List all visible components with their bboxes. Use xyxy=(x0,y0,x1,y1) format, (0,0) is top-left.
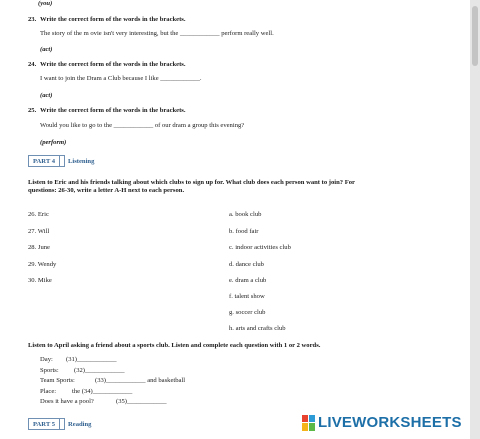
part-4-header xyxy=(28,155,65,167)
question-25-sentence: Would you like to go to the ____________ of our dram a group this evening? xyxy=(40,122,245,129)
part-5-title: Reading xyxy=(68,421,92,428)
club-option-a: a. book club xyxy=(229,211,262,218)
scrollbar-thumb[interactable] xyxy=(472,6,478,66)
question-24-sentence: I want to join the Dram a Club because I like ____________. xyxy=(40,75,202,82)
form-label-sports: Sports: xyxy=(40,367,59,374)
answer-32[interactable]: (32)____________ xyxy=(74,367,125,374)
answer-31[interactable]: (31)____________ xyxy=(66,356,117,363)
part-4-divider xyxy=(59,156,60,166)
club-option-f: f. talent show xyxy=(229,293,265,300)
club-option-d: d. dance club xyxy=(229,261,264,268)
question-24-hint: (act) xyxy=(40,92,53,99)
club-option-b: b. food fair xyxy=(229,228,259,235)
part-5-header xyxy=(28,418,65,430)
question-23-instruction: Write the correct form of the words in the brackets. xyxy=(40,16,186,23)
liveworksheets-watermark xyxy=(302,414,462,431)
question-23-sentence: The story of the m ovie isn't very interesting, but the ____________ perform really well. xyxy=(40,30,274,37)
form-label-pool: Does it have a pool? xyxy=(40,398,94,405)
form-label-team-sports: Team Sports: xyxy=(40,377,75,384)
watermark-text: LIVEWORKSHEETS xyxy=(318,414,462,431)
top-hint: (you) xyxy=(38,0,53,7)
question-25-hint: (perform) xyxy=(40,139,67,146)
listening-instruction-line-1: Listen to Eric and his friends talking about which clubs to sign up for. What club does each person want to join? For xyxy=(28,179,355,186)
club-option-h: h. arts and crafts club xyxy=(229,325,286,332)
question-25-number: 25. xyxy=(28,107,37,114)
answer-34[interactable]: the (34)____________ xyxy=(72,388,133,395)
form-label-place: Place: xyxy=(40,388,57,395)
person-28: 28. June xyxy=(28,244,50,251)
club-option-c: c. indoor activities club xyxy=(229,244,291,251)
person-30: 30. Mike xyxy=(28,277,52,284)
question-25-instruction: Write the correct form of the words in the brackets. xyxy=(40,107,186,114)
answer-35[interactable]: (35)____________ xyxy=(116,398,167,405)
part-4-title: Listening xyxy=(68,158,95,165)
vertical-scrollbar[interactable] xyxy=(470,0,480,439)
question-24-instruction: Write the correct form of the words in the brackets. xyxy=(40,61,186,68)
answer-33[interactable]: (33)____________ and basketball xyxy=(95,377,186,384)
club-option-g: g. soccer club xyxy=(229,309,266,316)
part-5-label: PART 5 xyxy=(33,420,56,428)
person-29: 29. Wendy xyxy=(28,261,57,268)
liveworksheets-logo-icon xyxy=(302,415,315,431)
part-4-label: PART 4 xyxy=(33,157,56,165)
listening-instruction-line-2: questions: 26-30, write a letter A-H next to each person. xyxy=(28,187,185,194)
form-label-day: Day: xyxy=(40,356,53,363)
club-option-e: e. dram a club xyxy=(229,277,267,284)
april-instruction: Listen to April asking a friend about a sports club. Listen and complete each question with 1 or 2 words. xyxy=(28,342,321,349)
question-23-hint: (act) xyxy=(40,46,53,53)
part-5-divider xyxy=(59,419,60,429)
question-24-number: 24. xyxy=(28,61,37,68)
person-26: 26. Eric xyxy=(28,211,49,218)
question-23-number: 23. xyxy=(28,16,37,23)
person-27: 27. Will xyxy=(28,228,50,235)
